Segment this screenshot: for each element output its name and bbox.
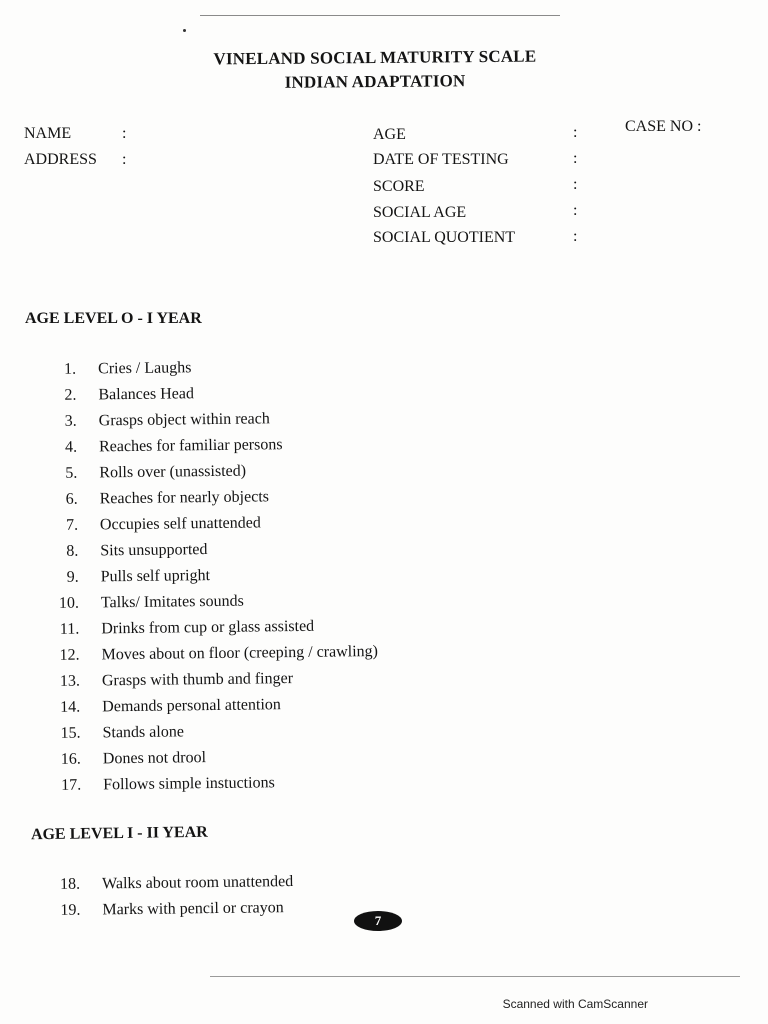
item-text: Balances Head [98,385,195,404]
item-text: Talks/ Imitates sounds [100,592,244,612]
item-text: Sits unsupported [100,541,208,560]
section-heading-age-0-1: AGE LEVEL O - I YEAR [25,310,202,327]
item-number: 5. [65,464,78,482]
item-text: Marks with pencil or crayon [102,899,284,919]
item-text: Grasps with thumb and finger [101,670,294,690]
item-number: 13. [59,672,81,690]
item-number: 2. [64,386,77,404]
item-number: 16. [60,750,81,768]
social-quotient-colon: : [573,228,578,245]
item-number: 12. [59,646,80,664]
social-age-label: SOCIAL AGE [373,204,467,221]
item-number: 6. [65,490,78,508]
item-number: 7. [65,516,79,534]
item-text: Occupies self unattended [99,514,261,534]
name-label: NAME [24,125,72,142]
item-number: 4. [64,438,78,456]
item-text: Walks about room unattended [101,873,294,893]
title-line-2: INDIAN ADAPTATION [284,71,466,92]
title-block [150,44,600,96]
items-list-age-1-2 [52,873,294,928]
item-number: 10. [58,594,80,612]
age-colon: : [573,124,578,141]
item-text: Reaches for nearly objects [99,488,270,508]
date-of-testing-label: DATE OF TESTING [373,151,509,168]
bottom-rule [210,976,740,977]
item-number: 17. [61,776,82,794]
item-number: 1. [63,360,77,378]
item-text: Reaches for familiar persons [98,436,283,456]
social-quotient-label: SOCIAL QUOTIENT [373,229,516,246]
item-number: 9. [66,568,79,586]
item-text: Drinks from cup or glass assisted [101,617,315,638]
item-number: 14. [60,698,81,716]
ink-dot [183,29,186,32]
date-of-testing-colon: : [573,150,578,167]
item-text: Pulls self upright [100,567,211,586]
item-number: 19. [60,901,81,919]
item-number: 15. [60,724,81,742]
name-colon: : [122,125,127,142]
item-text: Cries / Laughs [97,359,192,378]
item-number: 11. [59,620,80,638]
item-number: 8. [66,542,79,560]
social-age-colon: : [573,202,578,219]
item-text: Moves about on floor (creeping / crawling) [101,642,379,664]
case-no-label: CASE NO : [625,118,702,135]
page-number-badge: 7 [354,911,402,931]
item-text: Dones not drool [102,749,207,768]
address-colon: : [122,151,127,168]
item-text: Grasps object within reach [98,410,270,430]
section-heading-age-1-2: AGE LEVEL I - II YEAR [30,823,208,844]
title-line-1: VINELAND SOCIAL MATURITY SCALE [213,46,537,69]
item-number: 18. [59,875,81,893]
top-rule [200,15,560,16]
score-label: SCORE [373,178,425,195]
scanner-watermark: Scanned with CamScanner [502,997,648,1011]
item-text: Rolls over (unassisted) [99,462,247,482]
items-list-age-0-1 [48,359,379,803]
item-text: Follows simple instuctions [103,774,275,794]
score-colon: : [573,176,578,193]
item-text: Stands alone [102,723,184,742]
item-number: 3. [64,412,77,430]
age-label: AGE [373,126,406,143]
item-text: Demands personal attention [102,696,281,716]
address-label: ADDRESS [24,151,97,168]
